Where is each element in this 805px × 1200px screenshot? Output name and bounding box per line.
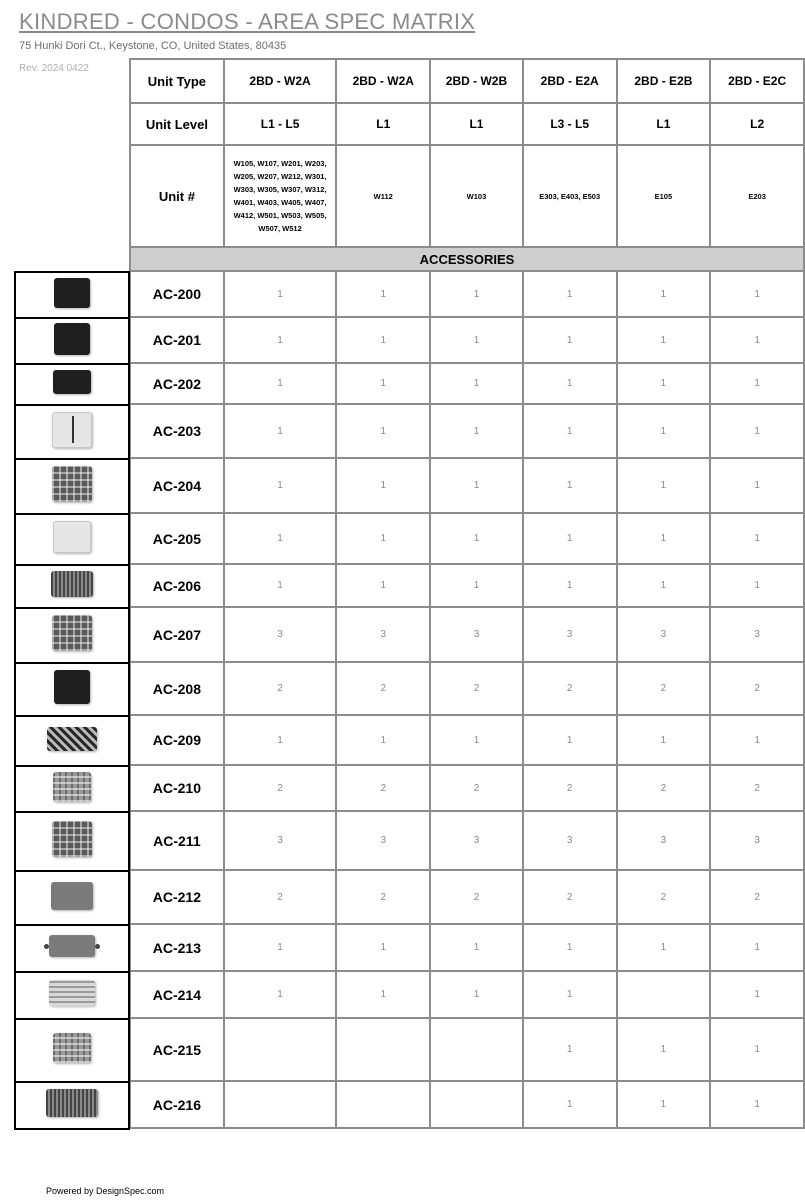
item-code: AC-215	[130, 1018, 224, 1081]
quantity-cell: 1	[710, 924, 804, 971]
quantity-cell: 1	[617, 715, 711, 765]
thumbnail-cell	[15, 514, 129, 565]
item-code: AC-209	[130, 715, 224, 765]
thumbnail-cell	[15, 871, 129, 925]
table-row	[130, 1018, 804, 1081]
unit-number-line: W105, W107, W201, W203,	[233, 159, 327, 168]
unit-level-cell: L1	[430, 103, 523, 145]
quantity-cell: 1	[430, 317, 523, 363]
unit-number-cell	[710, 145, 804, 247]
quantity-cell: 1	[336, 363, 430, 404]
item-code: AC-216	[130, 1081, 224, 1128]
unit-type-cell: 2BD - E2A	[523, 59, 617, 103]
table-row	[130, 458, 804, 513]
quantity-cell: 3	[523, 811, 617, 870]
quantity-cell: 1	[523, 271, 617, 317]
footer-credit: Powered by DesignSpec.com	[46, 1186, 165, 1196]
table-row	[130, 363, 804, 404]
unit-type-cell: 2BD - E2B	[617, 59, 711, 103]
quantity-cell: 1	[617, 1018, 711, 1081]
item-code: AC-207	[130, 607, 224, 662]
quantity-cell: 1	[523, 971, 617, 1018]
white-seam-pillow-icon	[52, 412, 92, 448]
thumbnail-row	[15, 663, 129, 716]
quantity-cell	[224, 1081, 337, 1128]
quantity-cell: 2	[710, 662, 804, 715]
quantity-cell: 1	[430, 513, 523, 564]
unit-level-label: Unit Level	[130, 103, 224, 145]
thumbnail-row	[15, 812, 129, 871]
unit-number-line: E203	[748, 191, 766, 201]
quantity-cell: 1	[336, 317, 430, 363]
quantity-cell: 1	[430, 715, 523, 765]
quantity-cell: 1	[430, 271, 523, 317]
quantity-cell: 1	[224, 924, 337, 971]
unit-level-cell: L1	[336, 103, 430, 145]
quantity-cell: 3	[617, 811, 711, 870]
unit-type-cell: 2BD - E2C	[710, 59, 804, 103]
quantity-cell: 1	[617, 924, 711, 971]
quantity-cell: 1	[336, 271, 430, 317]
quantity-cell: 1	[224, 317, 337, 363]
unit-number-line: W103	[466, 191, 487, 201]
table-row	[130, 765, 804, 811]
quantity-cell: 2	[430, 870, 523, 924]
quantity-cell: 1	[224, 715, 337, 765]
unit-type-label: Unit Type	[130, 59, 224, 103]
thumbnail-column	[14, 271, 130, 1130]
unit-number-line: E105	[654, 191, 673, 201]
table-row	[130, 513, 804, 564]
unit-type-cell: 2BD - W2B	[430, 59, 523, 103]
quantity-cell: 1	[336, 715, 430, 765]
thumbnail-row	[15, 925, 129, 972]
quantity-cell: 3	[430, 811, 523, 870]
quantity-cell: 1	[430, 363, 523, 404]
quantity-cell: 2	[224, 870, 337, 924]
project-address: 75 Hunki Dori Ct., Keystone, CO, United States, 80435	[19, 40, 287, 52]
quantity-cell: 1	[224, 971, 337, 1018]
black-lumbar-pillow-icon	[53, 370, 91, 394]
quantity-cell: 3	[336, 811, 430, 870]
light-plaid-pillow-icon	[53, 772, 91, 802]
thumbnail-row	[15, 364, 129, 405]
quantity-cell: 1	[617, 317, 711, 363]
quantity-cell: 1	[224, 404, 337, 458]
table-row	[130, 317, 804, 363]
quantity-cell: 3	[336, 607, 430, 662]
quantity-cell: 1	[710, 271, 804, 317]
quantity-cell: 3	[224, 811, 337, 870]
quantity-cell: 1	[430, 458, 523, 513]
item-code: AC-213	[130, 924, 224, 971]
quantity-cell: 2	[710, 765, 804, 811]
quantity-cell: 1	[710, 1018, 804, 1081]
striped-light-pillow-icon	[49, 980, 95, 1006]
unit-number-line: W401, W403, W405, W407,	[233, 198, 327, 207]
quantity-cell: 2	[224, 662, 337, 715]
unit-number-row	[130, 145, 804, 247]
quantity-cell: 1	[710, 458, 804, 513]
thumbnail-cell	[15, 663, 129, 716]
quantity-cell: 2	[224, 765, 337, 811]
thumbnail-cell	[15, 565, 129, 608]
table-row	[130, 971, 804, 1018]
thumbnail-cell	[15, 766, 129, 812]
quantity-cell: 1	[523, 564, 617, 607]
quantity-cell: 1	[710, 363, 804, 404]
quantity-cell: 1	[523, 363, 617, 404]
item-code: AC-201	[130, 317, 224, 363]
thumbnail-row	[15, 565, 129, 608]
quantity-cell: 1	[224, 564, 337, 607]
thumbnail-cell	[15, 972, 129, 1019]
quantity-cell: 1	[336, 404, 430, 458]
quantity-cell: 1	[523, 404, 617, 458]
thumbnail-cell	[15, 812, 129, 871]
quantity-cell: 1	[710, 513, 804, 564]
thumbnail-cell	[15, 608, 129, 663]
quantity-cell: 2	[336, 765, 430, 811]
thumbnail-cell	[15, 405, 129, 459]
quantity-cell: 1	[523, 513, 617, 564]
quantity-cell: 1	[336, 564, 430, 607]
thumbnail-cell	[15, 925, 129, 972]
quantity-cell: 1	[523, 924, 617, 971]
thumbnail-cell	[15, 459, 129, 514]
quantity-cell: 1	[523, 458, 617, 513]
quantity-cell	[430, 1081, 523, 1128]
item-code: AC-210	[130, 765, 224, 811]
quantity-cell: 3	[430, 607, 523, 662]
thumbnail-row	[15, 1019, 129, 1082]
thumbnail-row	[15, 716, 129, 766]
quantity-cell: 2	[617, 662, 711, 715]
unit-number-cell	[617, 145, 711, 247]
quantity-cell: 1	[617, 363, 711, 404]
quantity-cell: 1	[224, 363, 337, 404]
thumbnail-row	[15, 608, 129, 663]
quantity-cell: 2	[430, 765, 523, 811]
section-header-accessories: ACCESSORIES	[130, 247, 804, 271]
black-square-pillow-icon	[54, 323, 90, 355]
plaid-pillow-icon	[52, 466, 92, 502]
quantity-cell: 1	[617, 404, 711, 458]
quantity-cell	[224, 1018, 337, 1081]
quantity-cell: 1	[617, 1081, 711, 1128]
quantity-cell: 1	[224, 271, 337, 317]
table-row	[130, 662, 804, 715]
thumbnail-row	[15, 272, 129, 318]
item-code: AC-202	[130, 363, 224, 404]
unit-number-line: W412, W501, W503, W505,	[233, 211, 327, 220]
item-code: AC-211	[130, 811, 224, 870]
quantity-cell: 1	[617, 271, 711, 317]
grey-textured-pillow-icon	[51, 571, 93, 597]
item-code: AC-214	[130, 971, 224, 1018]
quantity-cell: 1	[710, 715, 804, 765]
quantity-cell: 1	[430, 971, 523, 1018]
unit-number-line: W507, W512	[258, 224, 302, 233]
thumbnail-row	[15, 1082, 129, 1129]
item-code: AC-208	[130, 662, 224, 715]
table-row	[130, 564, 804, 607]
quantity-cell	[430, 1018, 523, 1081]
table-row	[130, 870, 804, 924]
unit-level-cell: L2	[710, 103, 804, 145]
quantity-cell: 3	[523, 607, 617, 662]
thumbnail-row	[15, 766, 129, 812]
grey-lumbar-pillow-icon	[51, 882, 93, 910]
quantity-cell: 1	[430, 924, 523, 971]
quantity-cell: 1	[710, 971, 804, 1018]
quantity-cell	[336, 1018, 430, 1081]
quantity-cell: 2	[617, 765, 711, 811]
plaid-pillow-icon	[52, 821, 92, 857]
quantity-cell: 3	[710, 811, 804, 870]
quantity-cell: 1	[617, 513, 711, 564]
unit-number-line: E303, E403, E503	[539, 191, 601, 201]
item-code: AC-206	[130, 564, 224, 607]
unit-number-line: W112	[373, 191, 393, 201]
thumbnail-row	[15, 871, 129, 925]
page-title: KINDRED - CONDOS - AREA SPEC MATRIX	[19, 9, 476, 34]
quantity-cell: 1	[710, 564, 804, 607]
unit-number-cell	[430, 145, 523, 247]
table-row	[130, 404, 804, 458]
quantity-cell: 2	[710, 870, 804, 924]
quantity-cell: 1	[710, 1081, 804, 1128]
quantity-cell: 1	[617, 458, 711, 513]
unit-number-cell	[224, 145, 337, 247]
quantity-cell: 2	[523, 870, 617, 924]
unit-number-cell	[523, 145, 617, 247]
item-code: AC-204	[130, 458, 224, 513]
quantity-cell: 1	[336, 924, 430, 971]
unit-level-cell: L1	[617, 103, 711, 145]
light-plaid-pillow-icon	[53, 1033, 91, 1063]
thumbnail-row	[15, 459, 129, 514]
thumbnail-row	[15, 405, 129, 459]
quantity-cell	[617, 971, 711, 1018]
quantity-cell: 2	[336, 662, 430, 715]
spec-matrix-table	[129, 58, 805, 1129]
unit-level-cell: L3 - L5	[523, 103, 617, 145]
quantity-cell: 2	[336, 870, 430, 924]
thumbnail-row	[15, 972, 129, 1019]
quantity-cell: 1	[336, 513, 430, 564]
quantity-cell: 1	[523, 715, 617, 765]
quantity-cell: 1	[430, 404, 523, 458]
table-row	[130, 715, 804, 765]
quantity-cell	[336, 1081, 430, 1128]
table-row	[130, 1081, 804, 1128]
thumbnail-row	[15, 318, 129, 364]
unit-level-cell: L1 - L5	[224, 103, 337, 145]
quantity-cell: 2	[617, 870, 711, 924]
unit-type-cell: 2BD - W2A	[336, 59, 430, 103]
item-code: AC-212	[130, 870, 224, 924]
unit-number-cell	[336, 145, 430, 247]
item-code: AC-205	[130, 513, 224, 564]
table-row	[130, 924, 804, 971]
quantity-cell: 2	[430, 662, 523, 715]
unit-level-row	[130, 103, 804, 145]
unit-type-row	[130, 59, 804, 103]
thumbnail-cell	[15, 1082, 129, 1129]
thumbnail-cell	[15, 272, 129, 318]
black-tassel-pillow-icon	[54, 670, 90, 704]
tassel-lumbar-pillow-icon	[49, 935, 95, 957]
quantity-cell: 1	[224, 458, 337, 513]
quantity-cell: 3	[224, 607, 337, 662]
unit-number-line: W205, W207, W212, W301,	[233, 172, 327, 181]
quantity-cell: 1	[224, 513, 337, 564]
quantity-cell: 1	[523, 1018, 617, 1081]
quantity-cell: 1	[710, 317, 804, 363]
unit-type-cell: 2BD - W2A	[224, 59, 337, 103]
quantity-cell: 3	[710, 607, 804, 662]
unit-number-label: Unit #	[130, 145, 224, 247]
quantity-cell: 2	[523, 765, 617, 811]
item-code: AC-203	[130, 404, 224, 458]
quantity-cell: 3	[617, 607, 711, 662]
quantity-cell: 1	[336, 971, 430, 1018]
revision-label: Rev. 2024 0422	[19, 63, 89, 74]
quantity-cell: 2	[523, 662, 617, 715]
fringed-black-pillow-icon	[46, 1089, 98, 1117]
table-row	[130, 271, 804, 317]
thumbnail-cell	[15, 364, 129, 405]
thumbnail-cell	[15, 716, 129, 766]
quantity-cell: 1	[523, 1081, 617, 1128]
quantity-cell: 1	[617, 564, 711, 607]
plaid-pillow-icon	[52, 615, 92, 651]
striped-lumbar-pillow-icon	[47, 727, 97, 751]
black-pillow-icon	[54, 278, 90, 308]
item-code: AC-200	[130, 271, 224, 317]
section-row	[130, 247, 804, 271]
thumbnail-row	[15, 514, 129, 565]
quantity-cell: 1	[430, 564, 523, 607]
table-row	[130, 811, 804, 870]
quantity-cell: 1	[710, 404, 804, 458]
table-row	[130, 607, 804, 662]
unit-number-line: W303, W305, W307, W312,	[233, 185, 327, 194]
white-textured-pillow-icon	[53, 521, 91, 553]
quantity-cell: 1	[336, 458, 430, 513]
quantity-cell: 1	[523, 317, 617, 363]
thumbnail-cell	[15, 1019, 129, 1082]
thumbnail-cell	[15, 318, 129, 364]
